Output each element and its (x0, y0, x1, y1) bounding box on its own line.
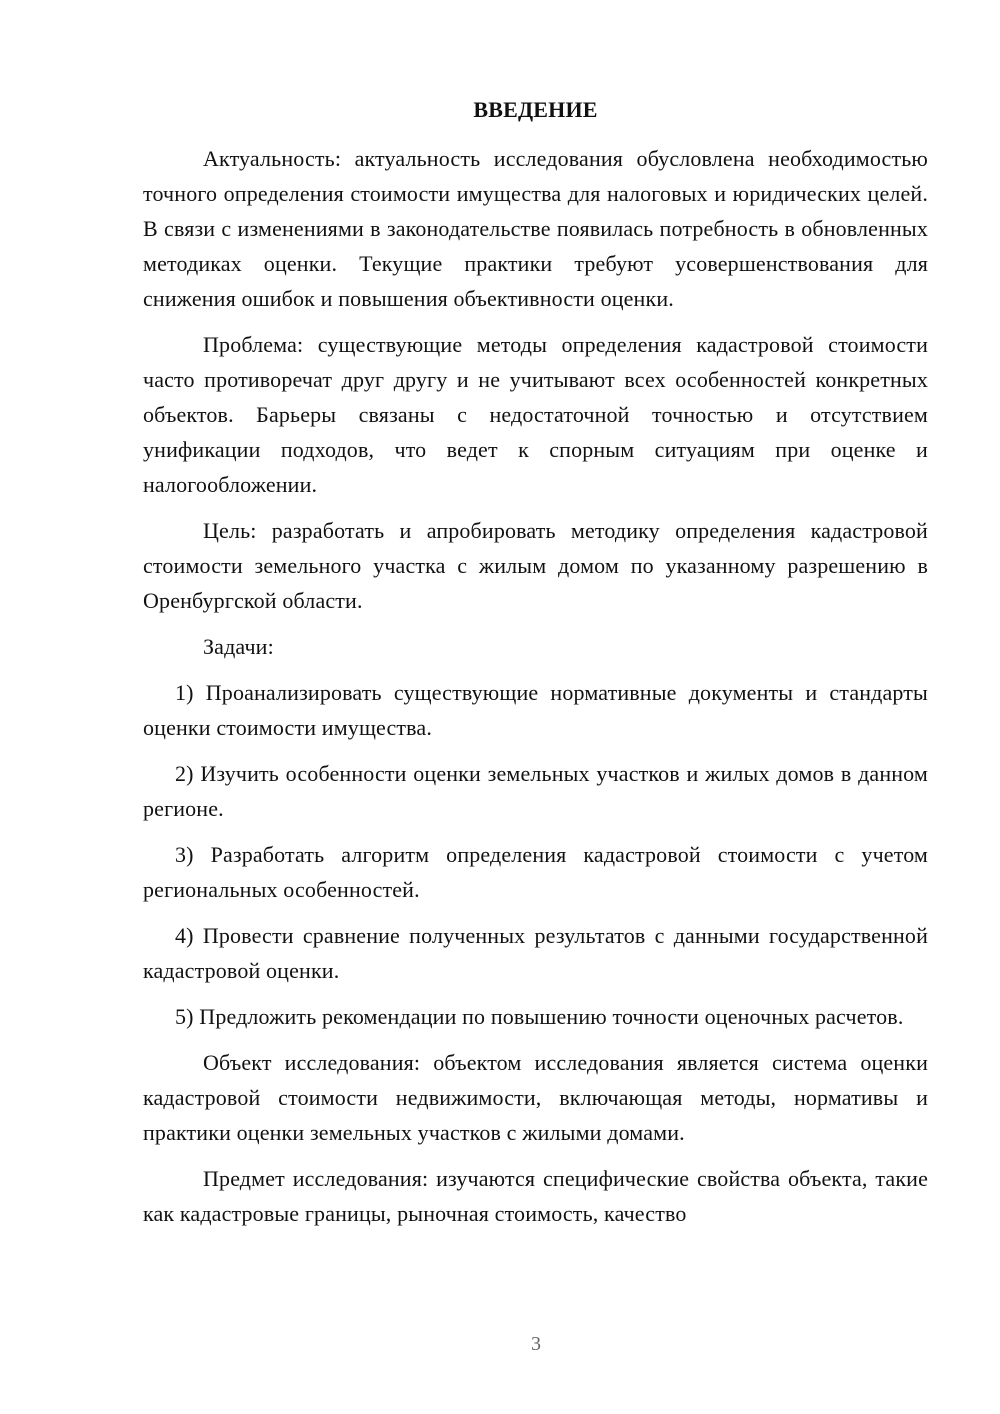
task-item: 1) Проанализировать существующие нормативные документы и стандарты оценки стоимости имущества. (143, 680, 928, 740)
tasks-heading: Задачи: (203, 634, 274, 659)
paragraph-object: Объект исследования: объектом исследования является система оценки кадастровой стоимости недвижимости, включающая методы, нормативы и практики оценки земельных участков с жилыми домами. (143, 1050, 928, 1145)
paragraph-relevance: Актуальность: актуальность исследования обусловлена необходимостью точного определения стоимости имущества для налоговых и юридических целей. В связи с изменениями в законодательстве появилась потребность в обновленных методиках оценки. Текущие практики требуют усовершенствования для снижения ошибок и повышения объективности оценки. (143, 146, 928, 311)
section-title: ВВЕДЕНИЕ (473, 97, 598, 122)
paragraph-problem: Проблема: существующие методы определения кадастровой стоимости часто противоречат друг другу и не учитывают всех особенностей конкретных объектов. Барьеры связаны с недостаточной точностью и отсутствием унификации подходов, что ведет к спорным ситуациям при оценке и налогообложении. (143, 332, 928, 497)
page-number: 3 (531, 1333, 541, 1355)
task-item: 3) Разработать алгоритм определения кадастровой стоимости с учетом региональных особенностей. (143, 842, 928, 902)
document-body (143, 92, 928, 1242)
task-item: 2) Изучить особенности оценки земельных участков и жилых домов в данном регионе. (143, 761, 928, 821)
paragraph-goal: Цель: разработать и апробировать методику определения кадастровой стоимости земельного участка с жилым домом по указанному разрешению в Оренбургской области. (143, 518, 928, 613)
paragraph-subject: Предмет исследования: изучаются специфические свойства объекта, такие как кадастровые границы, рыночная стоимость, качество (143, 1166, 928, 1226)
task-item: 5) Предложить рекомендации по повышению точности оценочных расчетов. (175, 1004, 904, 1029)
task-item: 4) Провести сравнение полученных результатов с данными государственной кадастровой оценки. (143, 923, 928, 983)
